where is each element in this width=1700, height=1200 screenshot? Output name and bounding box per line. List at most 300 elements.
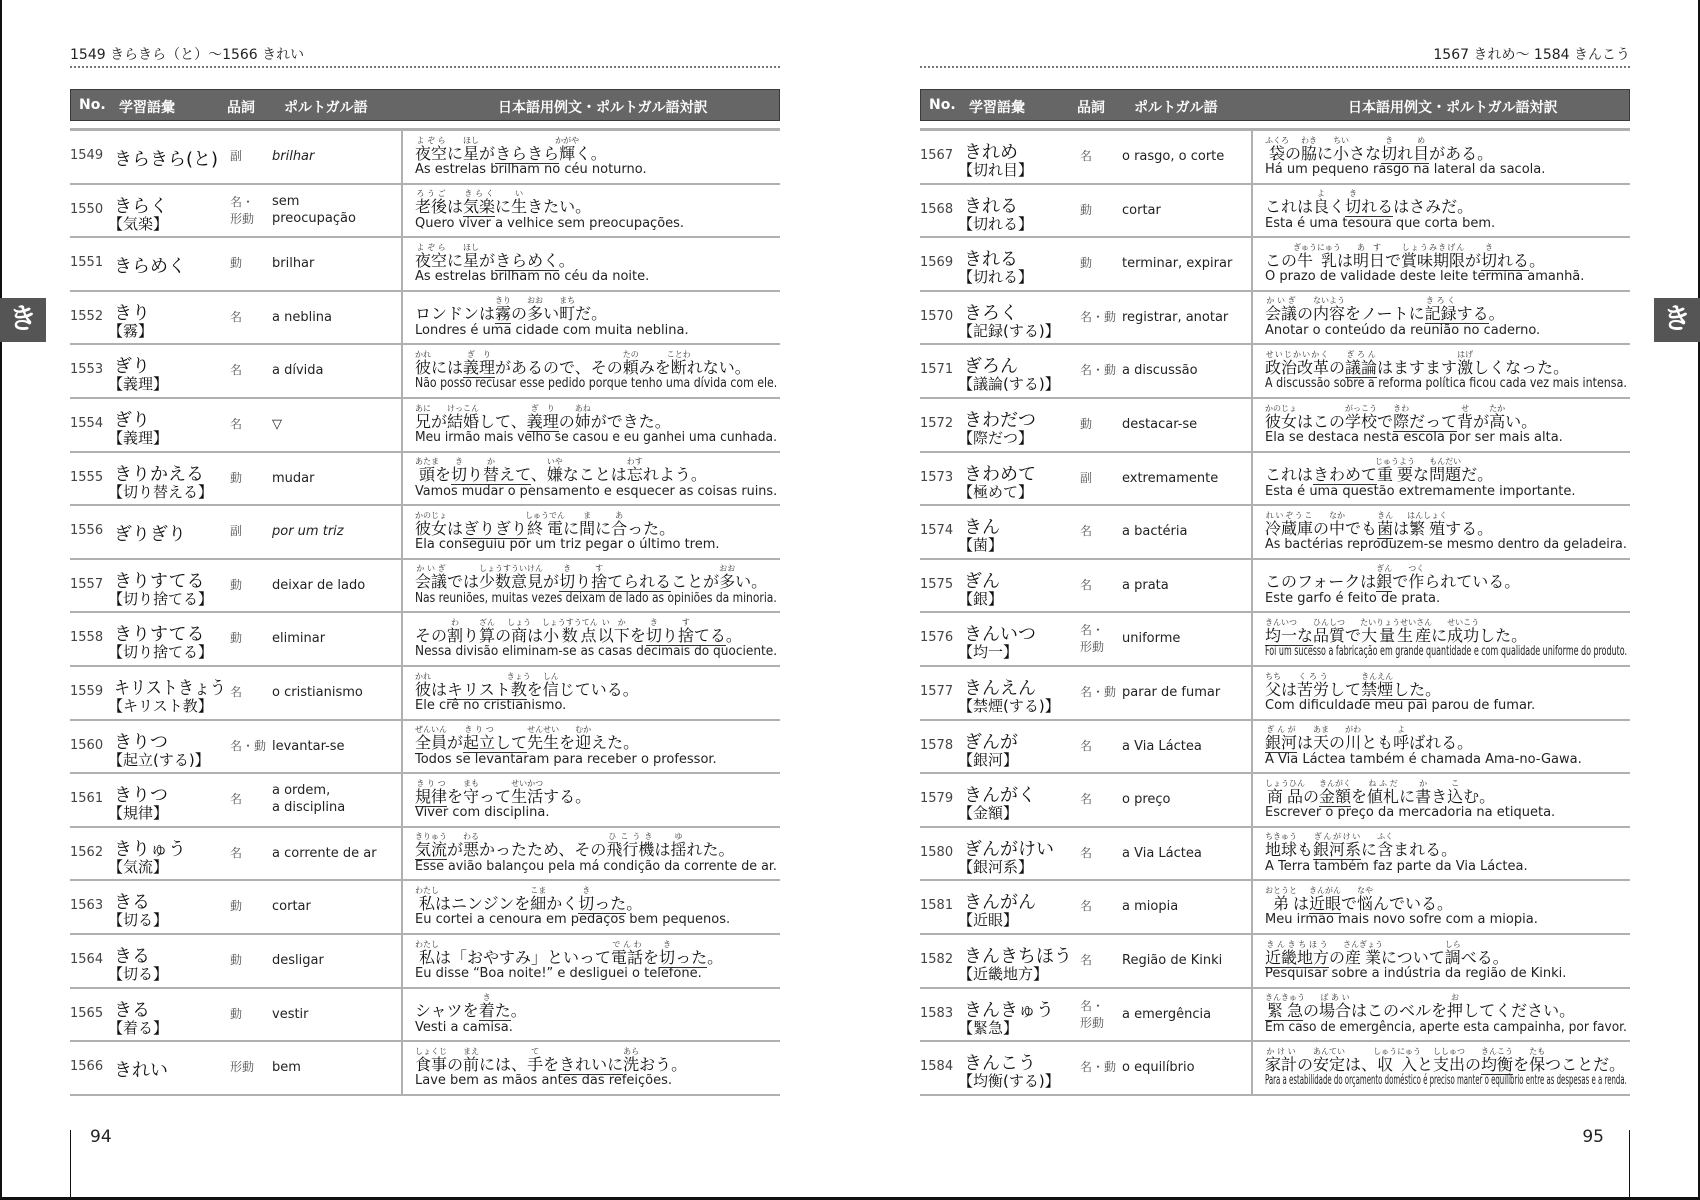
target-word-underline — [1361, 671, 1426, 700]
part-of-speech — [1080, 577, 1092, 594]
example-translation: Esse avião balançou pela má condição da corrente de ar. — [415, 858, 777, 874]
furigana: しゅうでん — [525, 510, 566, 520]
furigana: きんがん — [1309, 885, 1342, 895]
col-word: 学習語彙 — [969, 100, 1025, 116]
example-sentence — [1265, 672, 1441, 698]
pos-line: 動 — [230, 631, 243, 646]
furigana: かれ — [415, 671, 432, 681]
col-example: 日本語用例文・ポルトガル語対訳 — [498, 100, 708, 116]
page-number: 95 — [1582, 1127, 1604, 1147]
portuguese-meaning — [1122, 1059, 1195, 1076]
part-of-speech — [230, 738, 266, 755]
sentence-text: シャツを — [415, 1001, 479, 1021]
ruby-base: 切 — [659, 947, 676, 967]
sentence-text: の — [1303, 1001, 1320, 1021]
column-divider — [401, 129, 403, 185]
ruby-base: 押 — [1447, 1001, 1464, 1021]
ruby-word — [591, 564, 608, 592]
sentence-text: が — [447, 733, 464, 753]
furigana: きんいつ — [1265, 617, 1298, 627]
example-translation: Escrever o preço da mercadoria na etiqueta. — [1265, 805, 1556, 821]
pos-line: 名 — [230, 309, 243, 324]
entry-number: 1550 — [70, 201, 104, 217]
example-translation: As estrelas brilham no céu noturno. — [415, 162, 647, 177]
meaning-line: o preço — [1122, 792, 1171, 808]
headword-kanji: 【義理】 — [108, 375, 169, 394]
sentence-text: きらめく — [495, 250, 559, 270]
furigana: ちい — [1333, 135, 1350, 145]
table-row — [70, 935, 780, 989]
part-of-speech — [230, 416, 242, 433]
furigana: きんきちほう — [1265, 939, 1330, 949]
ruby-base: 起立 — [463, 733, 496, 753]
headword-kanji: 【記録(する)】 — [958, 321, 1060, 340]
ruby-word — [622, 349, 639, 377]
table-row — [920, 721, 1630, 775]
ruby-base: 姉 — [574, 411, 591, 431]
sentence-text: 、 — [530, 465, 547, 485]
portuguese-meaning — [272, 148, 314, 165]
ruby-base: 商品 — [1265, 786, 1305, 806]
part-of-speech — [230, 1006, 242, 1023]
example-translation: Ela se destaca nesta escola por ser mais alta. — [1265, 429, 1563, 445]
example-translation: Ela conseguiu por um triz pegar o último trem. — [415, 537, 720, 553]
ruby-word — [1447, 617, 1480, 645]
ruby-word — [527, 725, 560, 753]
headword-kanji: 【近畿地方】 — [958, 964, 1049, 983]
ruby-word — [526, 403, 559, 431]
example-sentence — [1265, 993, 1575, 1019]
sentence-text: の — [1303, 786, 1320, 806]
furigana: わる — [463, 832, 480, 842]
ruby-word — [1313, 1046, 1346, 1074]
part-of-speech — [1080, 898, 1092, 915]
pos-line: 副 — [1080, 470, 1093, 485]
sentence-text: だ。 — [575, 304, 608, 324]
ruby-word — [1265, 939, 1330, 967]
ruby-base: 中 — [1329, 518, 1346, 538]
sentence-text: ぎりぎり — [463, 518, 528, 538]
sentence-text: 。 — [626, 893, 643, 913]
ruby-word — [530, 885, 547, 913]
headword: きんがく — [964, 785, 1036, 807]
ruby-base: 良 — [1313, 197, 1330, 217]
ruby-word — [415, 1046, 448, 1074]
headword-kanji: 【禁煙(する)】 — [958, 696, 1060, 715]
furigana: しら — [1444, 939, 1461, 949]
ruby-word — [1329, 510, 1346, 538]
ruby-word — [606, 832, 655, 860]
furigana: きんきゅう — [1265, 993, 1305, 1003]
sentence-text: は — [654, 840, 671, 860]
headword: きりゅう — [114, 838, 186, 860]
furigana: まち — [559, 296, 576, 306]
furigana: き — [645, 617, 662, 627]
target-word-underline — [463, 519, 527, 539]
ruby-word — [415, 135, 448, 163]
ruby-base: 義理 — [526, 411, 559, 431]
entry-number: 1572 — [920, 415, 954, 431]
sentence-text: キリスト — [447, 679, 511, 699]
ruby-base: 洗 — [623, 1054, 640, 1074]
headword: きらきら(と) — [114, 149, 219, 170]
example-translation: Todos se levantaram para receber o professor. — [415, 751, 717, 767]
sentence-text: の — [1329, 733, 1346, 753]
ruby-word — [1265, 778, 1305, 806]
target-word-underline — [559, 1055, 623, 1075]
table-row — [920, 506, 1630, 560]
ruby-base: 切 — [1381, 143, 1398, 163]
part-of-speech — [1080, 845, 1092, 862]
column-divider — [1251, 933, 1253, 989]
ruby-word — [579, 510, 596, 538]
sentence-text: きらきら — [495, 143, 560, 163]
sentence-text: でも — [1345, 518, 1378, 538]
ruby-base: 彼女 — [415, 518, 448, 538]
sentence-text: 。 — [510, 1001, 527, 1021]
target-word-underline — [1345, 189, 1394, 217]
furigana: いや — [546, 457, 563, 467]
meaning-line: o equilíbrio — [1122, 1060, 1195, 1076]
ruby-word — [1345, 189, 1362, 217]
sentence-text: む。 — [1463, 786, 1496, 806]
sentence-text: に — [447, 143, 464, 163]
table-row — [920, 345, 1630, 399]
column-divider — [1251, 826, 1253, 882]
sentence-text: 。 — [1529, 250, 1546, 270]
portuguese-meaning — [272, 193, 356, 227]
part-of-speech — [230, 194, 254, 228]
furigana: あま — [1313, 725, 1330, 735]
furigana: きりゅう — [415, 832, 448, 842]
ruby-base: 合 — [611, 518, 628, 538]
ruby-word — [1352, 242, 1385, 270]
ruby-word — [1373, 1046, 1421, 1074]
column-divider — [401, 772, 403, 828]
furigana: きょう — [506, 671, 531, 681]
ruby-word — [1444, 939, 1461, 967]
headword-kanji: 【霧】 — [108, 321, 154, 340]
table-header — [920, 89, 1630, 121]
furigana: ちち — [1265, 671, 1282, 681]
ruby-base: 細 — [530, 893, 547, 913]
sentence-text: は「おやすみ」といって — [435, 947, 612, 967]
sentence-text: の — [447, 1054, 464, 1074]
meaning-line: a bactéria — [1122, 524, 1188, 540]
portuguese-meaning — [1122, 255, 1232, 272]
ruby-word — [1381, 135, 1398, 163]
target-word-underline — [526, 403, 559, 432]
ruby-word — [1377, 510, 1394, 538]
furigana: あんてい — [1313, 1046, 1346, 1056]
portuguese-meaning — [272, 845, 377, 862]
portuguese-meaning — [1122, 1006, 1211, 1023]
example-translation: Para a estabilidade do orçamento doméstico é preciso manter o equilíbrio entre as despesas e a renda. — [1265, 1073, 1627, 1089]
ruby-base: 全員 — [415, 733, 448, 753]
target-word-underline — [1313, 465, 1377, 485]
example-translation: Esta é uma tesoura que corta bem. — [1265, 215, 1496, 231]
furigana: か — [613, 617, 630, 627]
example-sentence — [415, 779, 591, 805]
furigana: ないよう — [1313, 296, 1346, 306]
furigana: お — [1447, 993, 1464, 1003]
sentence-text: はますます — [1377, 357, 1458, 377]
ruby-word — [1265, 993, 1305, 1021]
pos-line: 名・動 — [1080, 309, 1117, 324]
column-divider — [401, 451, 403, 507]
sentence-text: の — [1297, 1054, 1314, 1074]
ruby-word — [578, 885, 595, 913]
entry-number: 1560 — [70, 737, 104, 753]
sentence-text: い。 — [735, 572, 768, 592]
table-row — [70, 828, 780, 882]
furigana: ぎろん — [1345, 349, 1378, 359]
furigana: なか — [1329, 510, 1346, 520]
sentence-text: じている。 — [558, 679, 639, 699]
part-of-speech — [1080, 202, 1092, 219]
ruby-base: 銀河 — [1265, 733, 1298, 753]
col-no: No. — [929, 97, 956, 113]
furigana: せいかつ — [511, 778, 544, 788]
portuguese-meaning — [1122, 202, 1161, 219]
ruby-word — [506, 671, 531, 699]
sentence-text: が — [479, 250, 496, 270]
example-translation: A Via Láctea também é chamada Ama-no-Gawa. — [1265, 751, 1582, 767]
part-of-speech — [1080, 684, 1116, 701]
entry-number: 1575 — [920, 576, 954, 592]
entry-number: 1552 — [70, 308, 104, 324]
example-sentence — [415, 832, 734, 858]
ruby-base: 小数点 — [541, 625, 598, 645]
pos-line: 名・動 — [230, 738, 267, 753]
ruby-base: 電話 — [611, 947, 644, 967]
portuguese-meaning — [1122, 523, 1187, 540]
entry-number: 1573 — [920, 469, 954, 485]
column-divider — [1251, 343, 1253, 399]
furigana: き — [1345, 189, 1362, 199]
example-sentence — [1265, 940, 1509, 966]
sentence-text: は — [1336, 250, 1353, 270]
sentence-text: だって — [1409, 411, 1458, 431]
ruby-base: 夜空 — [415, 143, 448, 163]
headword-kanji: 【義理】 — [108, 428, 169, 447]
column-divider — [1251, 879, 1253, 935]
ruby-word — [415, 778, 448, 806]
target-word-underline — [1265, 617, 1314, 646]
ruby-word — [623, 1046, 640, 1074]
furigana: しょうひん — [1265, 778, 1305, 788]
meaning-line: a discussão — [1122, 363, 1198, 379]
ruby-word — [447, 617, 464, 645]
headword-kanji: 【起立(する)】 — [108, 750, 210, 769]
sentence-text: は — [1292, 893, 1309, 913]
pos-line: 名 — [230, 363, 243, 378]
headword-kanji: 【切り替える】 — [108, 482, 214, 501]
column-divider — [1251, 665, 1253, 721]
furigana: き — [478, 993, 495, 1003]
portuguese-meaning — [1122, 898, 1178, 915]
pos-line: 名 — [1080, 577, 1093, 592]
pos-line: 名 — [230, 792, 243, 807]
sentence-text: に — [595, 518, 612, 538]
furigana: きん — [1377, 510, 1394, 520]
sentence-text: で — [1392, 572, 1409, 592]
furigana: おとうと — [1265, 885, 1297, 895]
meaning-line: a Via Láctea — [1122, 845, 1202, 861]
part-of-speech — [1080, 1059, 1116, 1076]
sentence-text: れよう。 — [642, 465, 707, 485]
pos-line: 名 — [230, 416, 243, 431]
entry-number: 1563 — [70, 898, 104, 914]
ruby-word — [1377, 832, 1394, 860]
pos-line: 名・ — [1080, 623, 1105, 638]
column-divider — [401, 987, 403, 1043]
sentence-text: が — [479, 143, 496, 163]
entry-number: 1571 — [920, 362, 954, 378]
pos-line: 名 — [1080, 845, 1093, 860]
column-divider — [401, 183, 403, 239]
sentence-text: り — [467, 465, 484, 485]
headword-kanji: 【銀河系】 — [958, 857, 1034, 876]
portuguese-meaning — [1122, 845, 1202, 862]
example-translation: Vesti a camisa. — [415, 1019, 513, 1035]
example-translation: Londres é uma cidade com muita neblina. — [415, 322, 689, 338]
headword: ぎん — [964, 570, 1000, 592]
portuguese-meaning — [272, 1006, 309, 1023]
furigana: でんわ — [611, 939, 644, 949]
ruby-word — [1265, 725, 1298, 753]
pos-line: 名・ — [230, 194, 255, 209]
sentence-text: れる — [1497, 250, 1530, 270]
column-divider — [401, 343, 403, 399]
ruby-base: 込 — [1447, 786, 1464, 806]
sentence-text: して — [1329, 679, 1362, 699]
ruby-base: 脇 — [1301, 143, 1318, 163]
sentence-text: には — [431, 357, 464, 377]
ruby-word — [1529, 1046, 1546, 1074]
column-divider — [401, 826, 403, 882]
ruby-word — [1447, 993, 1464, 1021]
ruby-base: 霧 — [495, 304, 512, 324]
headword-kanji: 【切れ目】 — [958, 161, 1034, 179]
part-of-speech — [1080, 362, 1116, 379]
ruby-base: 気楽 — [463, 197, 496, 217]
table-row — [70, 185, 780, 239]
ruby-base: 銀河系 — [1313, 840, 1362, 860]
sentence-text: は — [527, 625, 544, 645]
headword: きらく — [114, 195, 168, 217]
headword-kanji: 【切り捨てる】 — [108, 643, 214, 662]
furigana: あね — [574, 403, 591, 413]
example-sentence — [1265, 886, 1453, 912]
ruby-word — [1313, 725, 1330, 753]
ruby-word — [527, 1046, 544, 1074]
ruby-word — [415, 189, 448, 217]
pos-line: 形動 — [1080, 640, 1105, 655]
ruby-word — [415, 457, 439, 485]
furigana: ほし — [463, 135, 480, 145]
headword: きりつ — [114, 731, 168, 753]
example-translation: Esta é uma questão extremamente importante. — [1265, 483, 1576, 499]
headword-kanji: 【銀】 — [958, 589, 1004, 608]
furigana: き — [1381, 135, 1398, 145]
ruby-base: 議論 — [1345, 357, 1378, 377]
table-row — [70, 774, 780, 828]
sentence-text: って — [479, 786, 512, 806]
ruby-base: 作 — [1408, 572, 1425, 592]
ruby-base: 会議 — [415, 572, 448, 592]
meaning-line: a dívida — [272, 363, 324, 379]
example-sentence — [415, 136, 607, 162]
entry-number: 1553 — [70, 362, 104, 378]
sentence-text: かったため、その — [479, 840, 607, 860]
ruby-word — [1265, 832, 1298, 860]
sentence-text: に — [1431, 625, 1448, 645]
sentence-text: 。 — [1425, 679, 1442, 699]
ruby-base: 金額 — [1319, 786, 1352, 806]
sentence-text: の — [1329, 357, 1346, 377]
target-word-underline — [415, 778, 448, 807]
pos-line: 名 — [1080, 524, 1093, 539]
headword-kanji: 【切る】 — [108, 911, 169, 930]
furigana: まも — [463, 778, 480, 788]
furigana: あ — [611, 510, 628, 520]
portuguese-meaning — [272, 577, 365, 594]
headword: ぎろん — [964, 356, 1018, 378]
ruby-word — [415, 564, 448, 592]
column-divider — [401, 933, 403, 989]
ruby-base: 生 — [511, 197, 528, 217]
furigana: まえ — [463, 1046, 480, 1056]
sentence-text: な — [1413, 465, 1430, 485]
sentence-text: えた。 — [591, 733, 640, 753]
ruby-base: 彼 — [415, 357, 432, 377]
sentence-text: った — [594, 893, 627, 913]
ruby-word — [1345, 403, 1378, 431]
headword: ぎり — [114, 356, 150, 378]
sentence-text: する。 — [543, 786, 592, 806]
sentence-text: を — [1513, 1054, 1530, 1074]
example-translation: Meu irmão mais velho se casou e eu ganhei uma cunhada. — [415, 429, 777, 445]
ruby-word — [1360, 617, 1433, 645]
ruby-word — [542, 671, 559, 699]
ruby-word — [1293, 242, 1341, 270]
table-row — [920, 185, 1630, 239]
ruby-base: 気流 — [415, 840, 448, 860]
ruby-base: 捨 — [677, 625, 694, 645]
ruby-base: 彼女 — [1265, 411, 1298, 431]
portuguese-meaning — [1122, 148, 1224, 165]
column-divider — [401, 611, 403, 667]
portuguese-meaning — [272, 738, 345, 755]
pos-line: 動 — [1080, 256, 1093, 271]
ruby-word — [1429, 457, 1462, 485]
headword: きりすてる — [114, 624, 205, 646]
furigana: き — [659, 939, 676, 949]
ruby-word — [1313, 189, 1330, 217]
part-of-speech — [1080, 998, 1104, 1032]
furigana: す — [677, 617, 694, 627]
ruby-base: 少数意見 — [479, 572, 544, 592]
ruby-base: 頭 — [415, 465, 439, 485]
ruby-base: 冷蔵庫 — [1265, 518, 1314, 538]
ruby-base: 切 — [645, 625, 662, 645]
ruby-word — [451, 457, 468, 485]
example-sentence — [1265, 404, 1537, 430]
furigana: かいぎ — [1265, 296, 1297, 306]
furigana: わ — [447, 617, 464, 627]
example-sentence — [1265, 1047, 1625, 1073]
